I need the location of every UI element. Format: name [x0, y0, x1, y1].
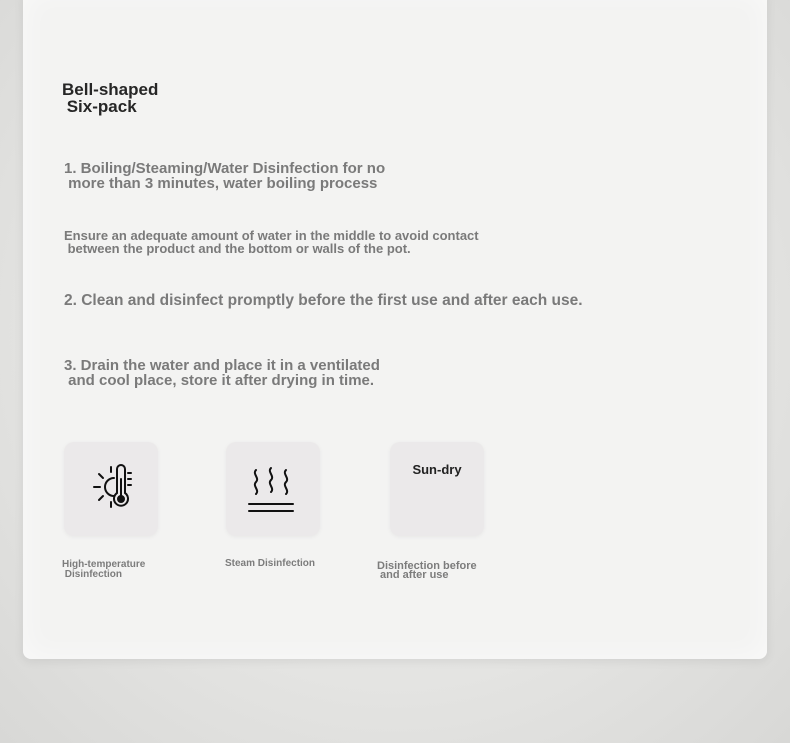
thermometer-icon — [64, 442, 158, 536]
step-3-text: 3. Drain the water and place it in a ventilated and cool place, store it after drying in time. — [64, 357, 380, 389]
steam-disinfection-caption: Steam Disinfection — [225, 558, 316, 569]
sun-dry-label: Sun-dry — [412, 462, 462, 477]
steam-icon — [226, 442, 320, 536]
high-temperature-caption: High-temperature Disinfection — [62, 559, 146, 580]
sun-dry-tile — [390, 442, 484, 536]
steam-disinfection-tile — [226, 442, 320, 536]
high-temperature-tile — [64, 442, 158, 536]
water-note-text: Ensure an adequate amount of water in the middle to avoid contact between the product and the bottom or walls of the pot. — [64, 228, 479, 256]
product-title: Bell-shaped Six-pack — [62, 80, 159, 116]
step-1-text: 1. Boiling/Steaming/Water Disinfection for no more than 3 minutes, water boiling process — [64, 160, 386, 192]
step-2-text: 2. Clean and disinfect promptly before the first use and after each use. — [64, 292, 583, 309]
sun-dry-caption: Disinfection before and after use — [377, 560, 477, 581]
